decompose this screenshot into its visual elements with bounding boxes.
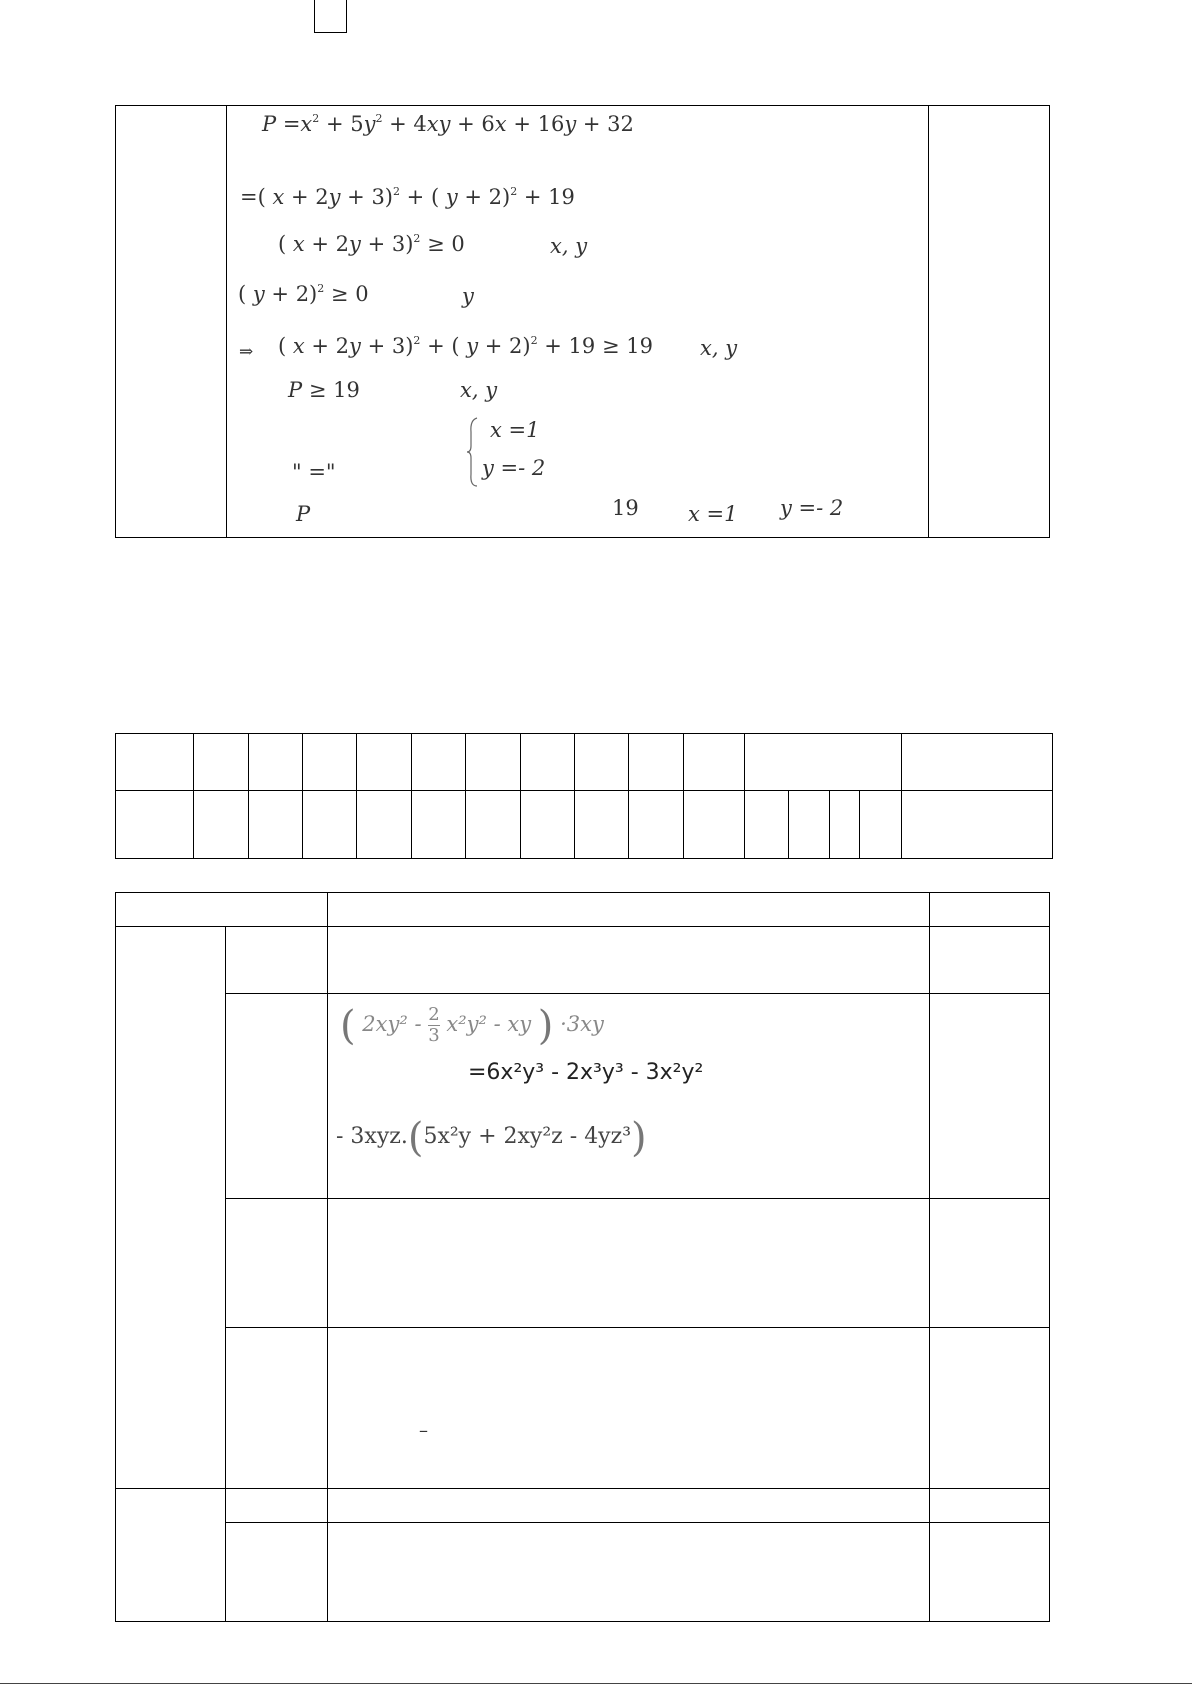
formula-product: - 3xyz.(5x²y + 2xy²z - 4yz³)	[336, 1115, 647, 1161]
answer-table-header-row	[116, 893, 1050, 927]
implies-arrow: ⇒	[239, 342, 254, 362]
answer-row	[116, 1488, 1050, 1522]
formula-square2-var: y	[462, 284, 474, 308]
final-min-value: 19	[612, 496, 639, 520]
formula-p-ge-19: P ≥ 19	[288, 378, 360, 402]
formula-p-completed-square: =( x + 2y + 3)$^2$ + ( y + 2)$^2$ + 19	[240, 185, 575, 209]
header-corner-box	[314, 0, 347, 33]
formula-square1-nonneg: ( x + 2y + 3)$^2$ ≥ 0	[278, 232, 465, 256]
formula-p-ge-vars: x, y	[460, 378, 498, 402]
score-table-score-row	[116, 791, 1053, 859]
formula-small-dash: –	[419, 1420, 428, 1441]
answer-table	[115, 892, 1050, 1622]
formula-sum-inequality: ( x + 2y + 3)$^2$ + ( y + 2)$^2$ + 19 ≥ 19	[278, 334, 653, 358]
top-score-cell	[929, 106, 1050, 538]
system-brace-icon	[466, 416, 480, 488]
score-table-header-row	[116, 734, 1053, 791]
final-x-value: x =1	[688, 502, 738, 526]
score-table	[115, 733, 1053, 859]
system-eq-x: x =1	[490, 418, 540, 442]
formula-square1-vars: x, y	[550, 234, 588, 258]
final-y-value: y =- 2	[780, 496, 844, 520]
answer-row	[116, 1522, 1050, 1621]
formula-expression: ( $2xy^2 - \frac{2}{3}$ x²y² - xy ) ·3xy	[340, 1003, 604, 1049]
equality-sign-quote: " ="	[292, 460, 336, 484]
final-p-label: P	[296, 502, 311, 526]
formula-p-def: $P =x^2 + 5y^2 + 4xy + 6x + 16y + 32$	[262, 112, 634, 136]
answer-row	[116, 1199, 1050, 1327]
top-label-cell	[116, 106, 227, 538]
formula-sum-vars: x, y	[700, 336, 738, 360]
formula-square2-nonneg: ( y + 2)$^2$ ≥ 0	[238, 282, 369, 306]
formula-expansion: =6x²y³ - 2x³y³ - 3x²y²	[468, 1060, 704, 1085]
solution-table-top	[115, 105, 1050, 538]
system-eq-y: y =- 2	[482, 456, 546, 480]
answer-row	[116, 927, 1050, 994]
footer-rule	[0, 1683, 1192, 1684]
answer-row	[116, 1327, 1050, 1488]
